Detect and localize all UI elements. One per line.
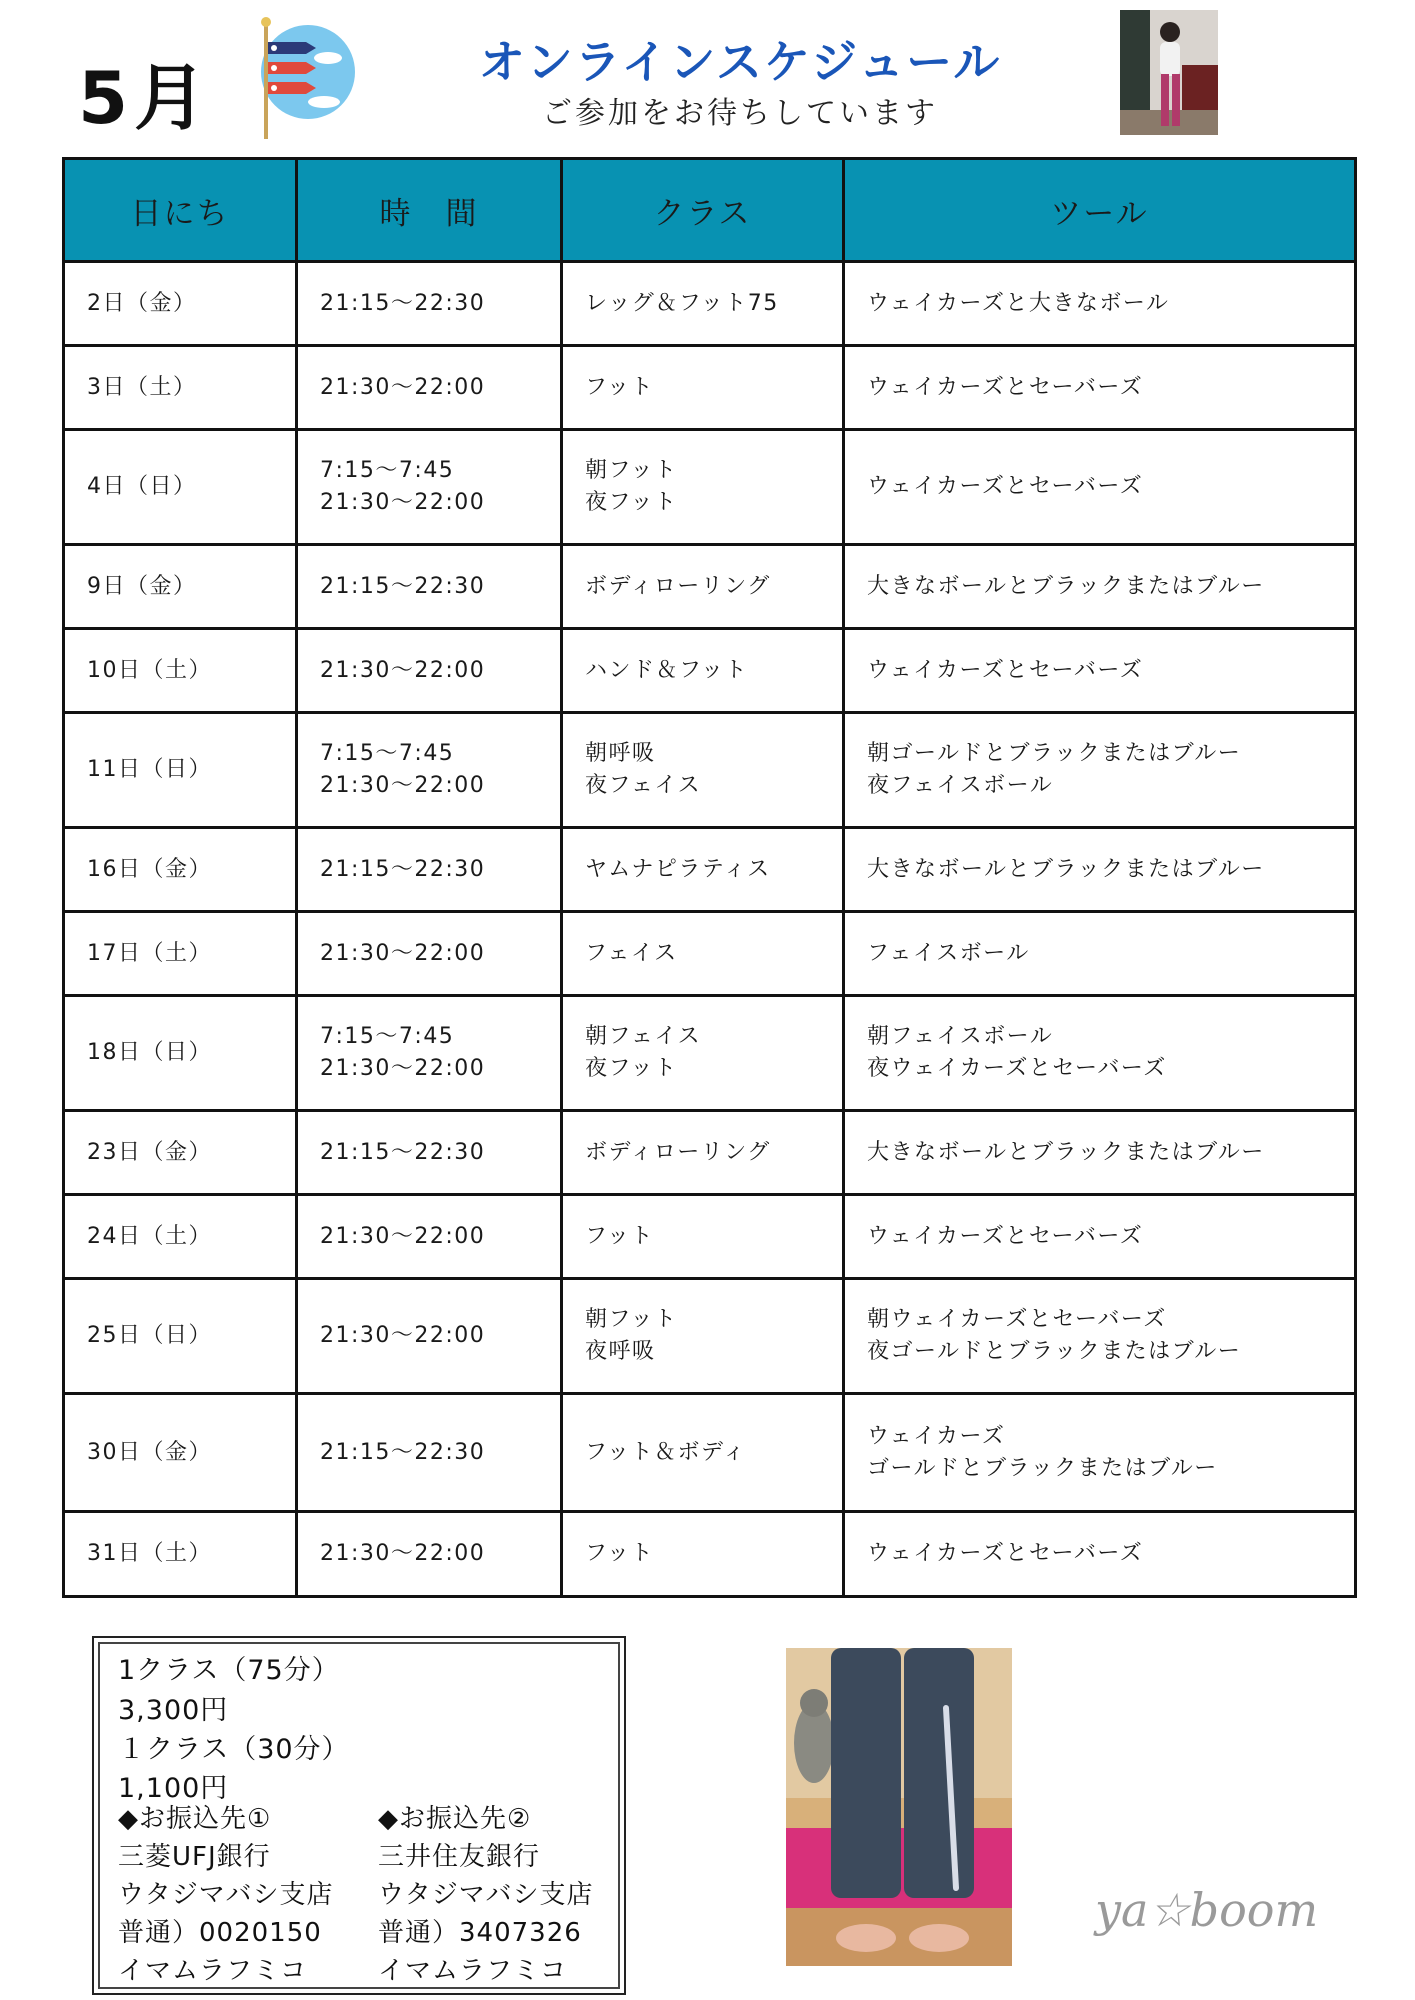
time-cell: 21:15〜22:30 — [297, 828, 562, 912]
time-cell: 21:15〜22:30 — [297, 1394, 562, 1512]
time-cell: 21:15〜22:30 — [297, 1111, 562, 1195]
table-row — [64, 262, 1356, 346]
instructor-photo — [1120, 10, 1218, 135]
tool-cell: ウェイカーズとセーバーズ — [844, 1512, 1356, 1597]
date-cell: 30日（金） — [64, 1394, 297, 1512]
time-cell: 21:30〜22:00 — [297, 912, 562, 996]
class-cell: ハンド＆フット — [562, 629, 844, 713]
bank1-branch: ウタジマバシ支店 — [118, 1880, 334, 1910]
tool-cell: フェイスボール — [844, 912, 1356, 996]
tool-cell: 大きなボールとブラックまたはブルー — [844, 1111, 1356, 1195]
bank2-holder: イマムラフミコ — [378, 1956, 568, 1986]
table-row — [64, 545, 1356, 629]
bank1-holder: イマムラフミコ — [118, 1956, 308, 1986]
class-cell: フット＆ボディ — [562, 1394, 844, 1512]
table-row — [64, 996, 1356, 1111]
legs-photo — [786, 1648, 1012, 1966]
date-cell: 3日（土） — [64, 346, 297, 430]
bank1-account: 普通）0020150 — [118, 1918, 322, 1948]
tool-cell: ウェイカーズ ゴールドとブラックまたはブルー — [844, 1394, 1356, 1512]
tool-cell: 大きなボールとブラックまたはブルー — [844, 828, 1356, 912]
date-cell: 31日（土） — [64, 1512, 297, 1597]
tool-cell: ウェイカーズと大きなボール — [844, 262, 1356, 346]
bank2-name: 三井住友銀行 — [378, 1842, 541, 1872]
table-row — [64, 629, 1356, 713]
table-row — [64, 346, 1356, 430]
date-cell: 18日（日） — [64, 996, 297, 1111]
class-cell: フット — [562, 346, 844, 430]
time-cell: 21:30〜22:00 — [297, 1279, 562, 1394]
time-cell: 21:30〜22:00 — [297, 1512, 562, 1597]
page-title: オンラインスケジュール — [478, 35, 1002, 89]
table-header-row — [64, 159, 1356, 262]
tool-cell: ウェイカーズとセーバーズ — [844, 430, 1356, 545]
tool-cell: 朝フェイスボール 夜ウェイカーズとセーバーズ — [844, 996, 1356, 1111]
time-cell: 7:15〜7:45 21:30〜22:00 — [297, 713, 562, 828]
tool-cell: ウェイカーズとセーバーズ — [844, 1195, 1356, 1279]
yaboom-logo — [1090, 1876, 1340, 1946]
date-cell: 11日（日） — [64, 713, 297, 828]
page-subtitle: ご参加をお待ちしています — [542, 96, 938, 131]
class1-price: 3,300円 — [118, 1695, 229, 1726]
table-row — [64, 1195, 1356, 1279]
class-cell: レッグ＆フット75 — [562, 262, 844, 346]
column-header-time: 時 間 — [297, 159, 562, 262]
class-cell: フット — [562, 1195, 844, 1279]
tool-cell: ウェイカーズとセーバーズ — [844, 346, 1356, 430]
bank2-heading: ◆お振込先② — [378, 1804, 532, 1834]
bank2-block — [378, 1800, 593, 1990]
class2-label: １クラス（30分） — [118, 1734, 350, 1765]
table-row — [64, 713, 1356, 828]
class-cell: ヤムナピラティス — [562, 828, 844, 912]
bank1-block — [118, 1800, 333, 1990]
column-header-class: クラス — [562, 159, 844, 262]
table-row — [64, 1111, 1356, 1195]
column-header-tool: ツール — [844, 159, 1356, 262]
time-cell: 21:15〜22:30 — [297, 545, 562, 629]
table-row — [64, 430, 1356, 545]
table-row — [64, 1512, 1356, 1597]
bank2-account: 普通）3407326 — [378, 1918, 582, 1948]
bank1-name: 三菱UFJ銀行 — [118, 1842, 271, 1872]
class1-label: 1クラス（75分） — [118, 1655, 340, 1686]
tool-cell: 朝ゴールドとブラックまたはブルー 夜フェイスボール — [844, 713, 1356, 828]
date-cell: 24日（土） — [64, 1195, 297, 1279]
class-cell: 朝フット 夜フット — [562, 430, 844, 545]
table-row — [64, 1279, 1356, 1394]
date-cell: 9日（金） — [64, 545, 297, 629]
bank1-heading: ◆お振込先① — [118, 1804, 272, 1834]
class-cell: 朝呼吸 夜フェイス — [562, 713, 844, 828]
class-cell: 朝フット 夜呼吸 — [562, 1279, 844, 1394]
time-cell: 21:15〜22:30 — [297, 262, 562, 346]
class2-price: 1,100円 — [118, 1773, 229, 1804]
tool-cell: 大きなボールとブラックまたはブルー — [844, 545, 1356, 629]
time-cell: 21:30〜22:00 — [297, 346, 562, 430]
svg-text:ya☆boom: ya☆boom — [1095, 1883, 1319, 1937]
date-cell: 25日（日） — [64, 1279, 297, 1394]
time-cell: 21:30〜22:00 — [297, 1195, 562, 1279]
class-cell: ボディローリング — [562, 1111, 844, 1195]
table-row — [64, 1394, 1356, 1512]
tool-cell: 朝ウェイカーズとセーバーズ 夜ゴールドとブラックまたはブルー — [844, 1279, 1356, 1394]
table-row — [64, 828, 1356, 912]
time-cell: 7:15〜7:45 21:30〜22:00 — [297, 430, 562, 545]
month-heading: 5月 — [78, 56, 213, 140]
column-header-date: 日にち — [64, 159, 297, 262]
time-cell: 7:15〜7:45 21:30〜22:00 — [297, 996, 562, 1111]
koinobori-icon — [258, 14, 358, 139]
class-cell: ボディローリング — [562, 545, 844, 629]
class-cell: 朝フェイス 夜フット — [562, 996, 844, 1111]
table-row — [64, 912, 1356, 996]
date-cell: 4日（日） — [64, 430, 297, 545]
date-cell: 23日（金） — [64, 1111, 297, 1195]
class-cell: フェイス — [562, 912, 844, 996]
class-cell: フット — [562, 1512, 844, 1597]
date-cell: 10日（土） — [64, 629, 297, 713]
date-cell: 16日（金） — [64, 828, 297, 912]
date-cell: 2日（金） — [64, 262, 297, 346]
date-cell: 17日（土） — [64, 912, 297, 996]
time-cell: 21:30〜22:00 — [297, 629, 562, 713]
bank2-branch: ウタジマバシ支店 — [378, 1880, 594, 1910]
tool-cell: ウェイカーズとセーバーズ — [844, 629, 1356, 713]
schedule-table — [62, 157, 1357, 1598]
